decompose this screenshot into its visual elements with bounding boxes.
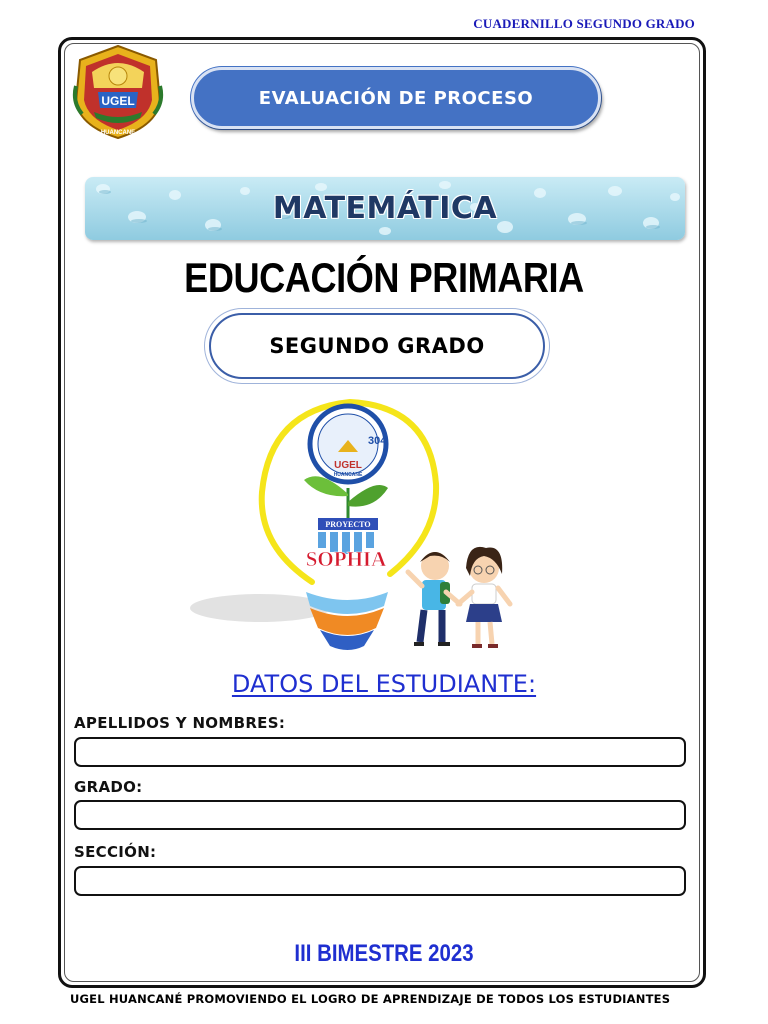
proyecto-label: PROYECTO [325,520,371,529]
boy-figure [408,552,460,644]
girl-figure [458,547,510,646]
section-field[interactable] [74,866,686,896]
period-label: III BIMESTRE 2023 [294,940,474,967]
badge-number: 304 [368,435,387,447]
crest-huancane-text: HUANCANE [100,130,136,136]
footer-slogan: UGEL HUANCANÉ PROMOVIENDO EL LOGRO DE APRENDIZAJE DE TODOS LOS ESTUDIANTES [70,992,671,1006]
level-title: EDUCACIÓN PRIMARIA [184,254,584,301]
section-label: SECCIÓN: [74,843,157,861]
proyecto-sophia-illustration [180,396,540,662]
badge-ugel: UGEL [334,460,362,471]
full-name-label: APELLIDOS Y NOMBRES: [74,714,286,732]
grade-pill: SEGUNDO GRADO [209,313,545,379]
subject-title: MATEMÁTICA [272,191,498,226]
booklet-title: CUADERNILLO SEGUNDO GRADO [473,16,695,31]
grade-label: GRADO: [74,778,143,796]
sophia-logo-text: SOPHIA [305,547,387,571]
crest-ugel-text: UGEL [101,94,135,108]
ugel-crest-logo [70,42,166,140]
subject-banner [85,177,685,240]
badge-huancane: HUANCANE [333,472,363,478]
evaluation-pill: EVALUACIÓN DE PROCESO [191,67,601,129]
full-name-field[interactable] [74,737,686,767]
grade-field[interactable] [74,800,686,830]
student-data-title: DATOS DEL ESTUDIANTE: [231,670,537,698]
